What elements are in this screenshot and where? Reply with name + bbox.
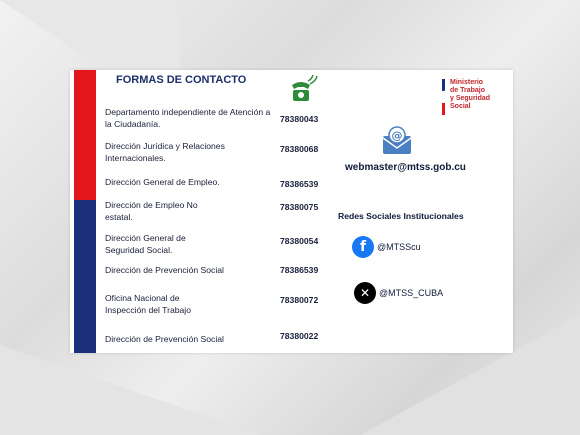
- x-handle: @MTSS_CUBA: [379, 288, 444, 298]
- social-title: Redes Sociales Institucionales: [338, 211, 464, 221]
- facebook-icon: f: [352, 236, 374, 258]
- contact-name: Dirección de Empleo No estatal.: [105, 200, 198, 222]
- contact-phone: 78380072: [280, 295, 319, 305]
- logo-line: Social: [450, 103, 471, 110]
- blue-stripe: [74, 200, 96, 353]
- contact-name: Dirección General de Empleo.: [105, 177, 220, 187]
- red-stripe: [74, 70, 96, 200]
- phone-icon: [284, 75, 318, 103]
- logo-line: Ministerio: [450, 79, 484, 86]
- contact-name: Dirección General de Seguridad Social.: [105, 233, 186, 255]
- ministry-logo: [442, 77, 502, 117]
- svg-text:@: @: [391, 129, 403, 142]
- contact-phone: 78386539: [280, 265, 319, 275]
- contact-phone: 78380054: [280, 236, 319, 246]
- logo-text: [450, 79, 505, 111]
- background-shape: [0, 345, 260, 435]
- contact-phone: 78386539: [280, 179, 319, 189]
- logo-flag-bar: [442, 79, 445, 115]
- facebook-link[interactable]: [352, 236, 421, 258]
- contact-phone: 78380068: [280, 144, 319, 154]
- card-title: FORMAS DE CONTACTO: [116, 74, 247, 86]
- contact-name: Dirección de Prevención Social: [105, 265, 224, 275]
- logo-line: y Seguridad: [450, 95, 491, 102]
- contact-card: [70, 70, 513, 353]
- contact-name: Oficina Nacional de Inspección del Trabajo: [105, 293, 191, 315]
- email-address[interactable]: webmaster@mtss.gob.cu: [345, 162, 466, 173]
- facebook-handle: @MTSScu: [377, 242, 421, 252]
- x-link[interactable]: [354, 282, 443, 304]
- x-icon: ✕: [354, 282, 376, 304]
- contact-phone: 78380022: [280, 331, 319, 341]
- contact-phone: 78380043: [280, 114, 319, 124]
- contact-name: Dirección Jurídica y Relaciones Internacionales.: [105, 141, 225, 163]
- contact-name: Dirección de Prevención Social: [105, 334, 224, 344]
- contact-name: Departamento independiente de Atención a la Ciudadanía.: [105, 107, 271, 129]
- email-icon: [380, 126, 414, 156]
- contact-phone: 78380075: [280, 202, 319, 212]
- logo-line: de Trabajo: [450, 87, 486, 94]
